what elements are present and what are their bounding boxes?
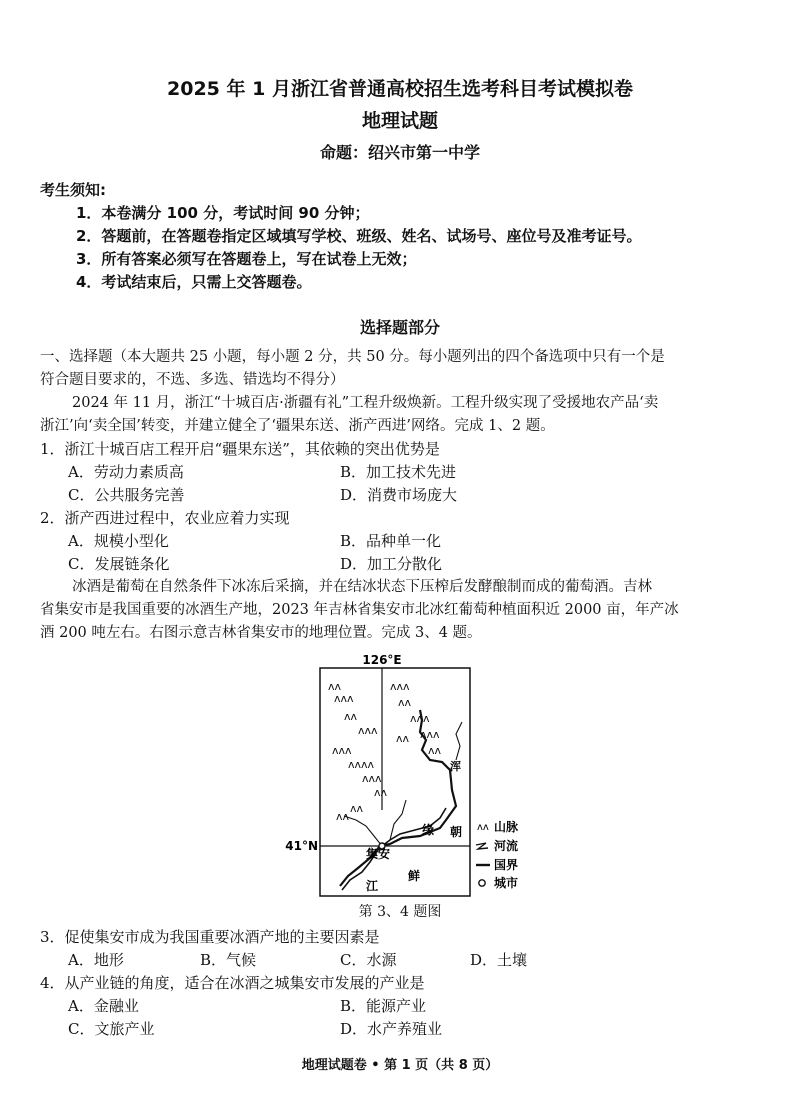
country-label: 朝 [450,825,463,839]
mountain-mark: ʌʌʌ [358,724,378,737]
option-c[interactable]: C．文旅产业 [68,1020,155,1038]
mountain-mark: ʌʌʌʌ [348,758,375,771]
mountain-mark: ʌʌ [374,786,388,799]
passage-line: 浙江’向‘卖全国’转变，并建立健全了‘疆果东送、浙产西进’网络。完成 1、2 题。 [40,418,555,434]
mountain-mark: ʌʌ [428,744,442,757]
tributary [456,722,462,760]
legend-label: 城市 [494,876,519,890]
section-intro: 符合题目要求的，不选、多选、错选均不得分） [40,372,345,388]
legend-label: 国界 [494,858,519,872]
mountain-mark: ʌʌ [398,696,412,709]
mountain-mark: ʌʌ [396,732,410,745]
mountain-mark: ʌʌʌ [420,728,440,741]
mountain-mark: ʌʌ [350,802,364,815]
mountain-mark: ʌʌʌ [334,692,354,705]
legend-city-icon [479,880,485,886]
option-d[interactable]: D．水产养殖业 [340,1020,443,1038]
section-title: 选择题部分 [359,318,440,337]
option-b[interactable]: B．加工技术先进 [340,463,457,481]
city-label: 集安 [366,847,391,861]
option-d[interactable]: D．土壤 [470,951,528,969]
location-map [270,650,540,900]
option-b[interactable]: B．气候 [200,951,257,969]
legend-label: 河流 [494,839,519,853]
latitude-label: 41°N [285,839,318,853]
mountain-mark: ʌʌ [336,810,350,823]
river-label: 江 [366,879,379,893]
mountain-mark: ʌʌ [344,710,358,723]
exam-title: 2025 年 1 月浙江省普通高校招生选考科目考试模拟卷 [167,78,633,100]
map-svg [270,650,540,900]
tributary [344,816,382,846]
notice-item: 3．所有答案必须写在答题卷上，写在试卷上无效； [76,250,417,268]
exam-subtitle: 地理试题 [361,110,438,132]
mountain-mark: ʌʌʌ [390,680,410,693]
option-a[interactable]: A．规模小型化 [68,532,169,550]
notice-heading: 考生须知: [40,181,106,199]
option-a[interactable]: A．金融业 [68,997,139,1015]
option-d[interactable]: D．消费市场庞大 [340,486,458,504]
question-stem: 1．浙江十城百店工程开启“疆果东送”，其依赖的突出优势是 [40,440,440,458]
option-a[interactable]: A．劳动力素质高 [68,463,184,481]
legend-river-icon [476,843,488,849]
notice-item: 2．答题前，在答题卷指定区域填写学校、班级、姓名、试场号、座位号及准考证号。 [76,227,642,245]
stream-label: 浑 [450,760,461,773]
mountain-mark: ʌʌʌ [410,712,430,725]
mountain-mark: ʌʌ [328,680,342,693]
map-legend [476,820,519,890]
country-label: 缘 [422,823,435,837]
page-footer: 地理试题卷 • 第 1 页（共 8 页） [301,1058,499,1073]
question-stem: 2．浙产西进过程中，农业应着力实现 [40,509,290,527]
notice-item: 1．本卷满分 100 分，考试时间 90 分钟； [76,204,370,222]
figure-caption: 第 3、4 题图 [358,904,442,920]
option-b[interactable]: B．品种单一化 [340,532,442,550]
option-d[interactable]: D．加工分散化 [340,555,443,573]
question-stem: 4．从产业链的角度，适合在冰酒之城集安市发展的产业是 [40,974,425,992]
passage-line: 省集安市是我国重要的冰酒生产地，2023 年吉林省集安市北冰红葡萄种植面积近 2000 亩，年产冰 [40,602,679,618]
mountain-mark: ʌʌʌ [332,744,352,757]
exam-author: 命题：绍兴市第一中学 [319,143,480,162]
option-c[interactable]: C．公共服务完善 [68,486,185,504]
question-stem: 3．促使集安市成为我国重要冰酒产地的主要因素是 [40,928,380,946]
tributary [390,800,406,840]
option-a[interactable]: A．地形 [68,951,124,969]
option-c[interactable]: C．水源 [340,951,397,969]
legend-label: 山脉 [494,820,519,834]
option-c[interactable]: C．发展链条化 [68,555,170,573]
notice-item: 4．考试结束后，只需上交答题卷。 [76,273,312,291]
country-label: 鲜 [408,869,421,883]
mountain-mark: ʌʌʌ [362,772,382,785]
longitude-label: 126°E [362,653,402,667]
passage-line: 冰酒是葡萄在自然条件下冰冻后采摘，并在结冰状态下压榨后发酵酿制而成的葡萄酒。吉林 [72,579,652,595]
section-intro: 一、选择题（本大题共 25 小题，每小题 2 分，共 50 分。每小题列出的四个备选项中只有一个是 [40,349,665,365]
passage-line: 2024 年 11 月，浙江“十城百店·浙疆有礼”工程升级焕新。工程升级实现了受援地农产品‘卖 [72,395,659,411]
legend-mountain-icon: ʌʌ [477,822,489,833]
passage-line: 酒 200 吨左右。右图示意吉林省集安市的地理位置。完成 3、4 题。 [40,625,482,641]
option-b[interactable]: B．能源产业 [340,997,427,1015]
main-river [342,808,446,890]
